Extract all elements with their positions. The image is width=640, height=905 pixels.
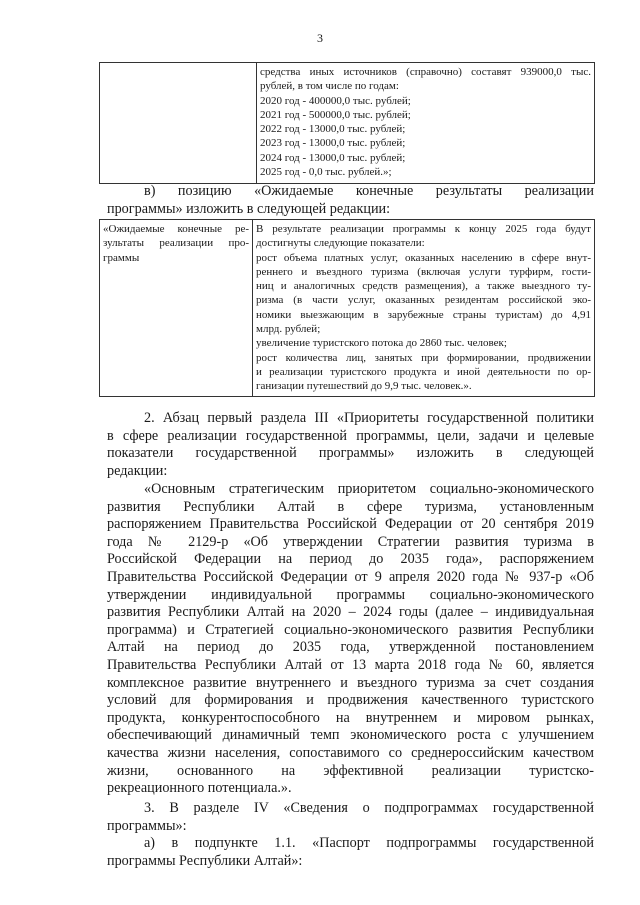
paragraph-line: качества жизни населения, сопоставимого со среднероссийским качеством [107, 744, 594, 761]
table-line: ризма (в части услуг, оказанных резидентам российской эко- [256, 294, 591, 307]
paragraph-line: жизни, основанного на эффективной реализации туристско- [107, 762, 594, 779]
table-line: рост объема платных услуг, оказанных населению в сфере внут- [256, 251, 591, 264]
table-line: 2022 год - 13000,0 тыс. рублей; [260, 123, 406, 136]
table-line: 2024 год - 13000,0 тыс. рублей; [260, 151, 406, 164]
paragraph-line: показатели государственной программы» изложить в следующей [107, 445, 594, 462]
paragraph-line: Правительства Республики Алтай от 13 марта 2018 года № 60, является [107, 656, 594, 673]
quoted-paragraph [107, 481, 594, 798]
paragraph-line: условий для формирования и продвижения качественного туристского [107, 692, 594, 709]
table-line: номики выезжающим в зарубежные страны туристам) до 4,91 [256, 308, 591, 321]
table-line: ганизации путешествий до 9,9 тыс. человек.». [256, 380, 472, 393]
paragraph-line: программа) и Стратегией социально-экономического развития Республики [107, 621, 594, 638]
paragraph-line: Алтай на период до 2035 года, утвержденной постановлением [107, 639, 594, 656]
table-line: 2025 год - 0,0 тыс. рублей.»; [260, 166, 392, 179]
table-line: 2021 год - 500000,0 тыс. рублей; [260, 108, 411, 121]
paragraph-line: Российской Федерации на период до 2035 года», распоряжением [107, 551, 594, 568]
paragraph-line: в) позицию «Ожидаемые конечные результаты реализации [144, 183, 594, 199]
table-line: млрд. рублей; [256, 323, 321, 336]
paragraph-line: программы» изложить в следующей редакции: [107, 200, 391, 217]
paragraph-line: в сфере реализации государственной программы, цели, задачи и целевые [107, 427, 594, 444]
paragraph-line: развития Республики Алтай в сфере туризма, установленным [107, 498, 594, 515]
paragraph-line: рекреационного потенциала.». [107, 780, 292, 797]
table-line: рублей, в том числе по годам: [260, 80, 399, 93]
paragraph-line: продукта, конкурентоспособного на внутреннем и мировом рынках, [107, 709, 594, 726]
table-line: ниц и аналогичных средств размещения), а также выездного ту- [256, 280, 591, 293]
paragraph-a [107, 835, 594, 870]
table-line: увеличение туристского потока до 2860 тыс. человек; [256, 337, 507, 350]
results-table-right-cell [253, 220, 595, 397]
table-line: 2023 год - 13000,0 тыс. рублей; [260, 137, 406, 150]
paragraph-line: программы Республики Алтай»: [107, 852, 303, 869]
paragraph-3 [107, 800, 594, 835]
paragraph-line: обеспечивающий динамичный темп экономического роста с улучшением [107, 727, 594, 744]
table-line: граммы [103, 251, 140, 264]
table-line: и реализации туристского продукта и иной деятельности по ор- [256, 365, 591, 378]
table-line: рост количества лиц, занятых при формировании, продвижении [256, 351, 591, 364]
table-line: реннего и въездного туризма (включая услуги турфирм, гости- [256, 265, 591, 278]
paragraph-line: редакции: [107, 462, 168, 479]
table-line: «Ожидаемые конечные ре- [103, 223, 249, 235]
results-table [99, 219, 595, 397]
paragraph-2 [107, 410, 594, 480]
paragraph-line: а) в подпункте 1.1. «Паспорт подпрограммы государственной [144, 835, 594, 851]
paragraph-line: программы»: [107, 817, 187, 834]
paragraph-v [107, 183, 594, 218]
results-table-left-cell [100, 220, 253, 397]
paragraph-line: 3. В разделе IV «Сведения о подпрограммах государственной [144, 800, 594, 816]
table-line: зультаты реализации про- [103, 237, 249, 250]
page-number: 3 [317, 31, 323, 45]
funding-table [99, 62, 595, 184]
paragraph-line: развития Республики Алтай на 2020 – 2024 годы (далее – индивидуальная [107, 604, 594, 621]
table-line: 2020 год - 400000,0 тыс. рублей; [260, 94, 411, 107]
paragraph-line: года № 2129-р «Об утверждении Стратегии развития туризма в [107, 533, 594, 550]
paragraph-line: утверждении индивидуальной программы социально-экономического [107, 586, 594, 603]
funding-table-left-cell [100, 63, 257, 184]
table-line: достигнуты следующие показатели: [256, 237, 425, 250]
paragraph-line: распоряжением Правительства Российской Федерации от 20 сентября 2019 [107, 516, 594, 533]
funding-table-right-cell [257, 63, 595, 184]
table-line: средства иных источников (справочно) составят 939000,0 тыс. [260, 66, 591, 78]
paragraph-line: 2. Абзац первый раздела III «Приоритеты государственной политики [144, 410, 594, 426]
paragraph-line: «Основным стратегическим приоритетом социально-экономического [144, 481, 594, 497]
paragraph-line: Правительства Российской Федерации от 9 апреля 2020 года № 937-р «Об [107, 568, 594, 585]
table-line: В результате реализации программы к концу 2025 года будут [256, 223, 591, 235]
paragraph-line: комплексное развитие внутреннего и въездного туризма за счет создания [107, 674, 594, 691]
